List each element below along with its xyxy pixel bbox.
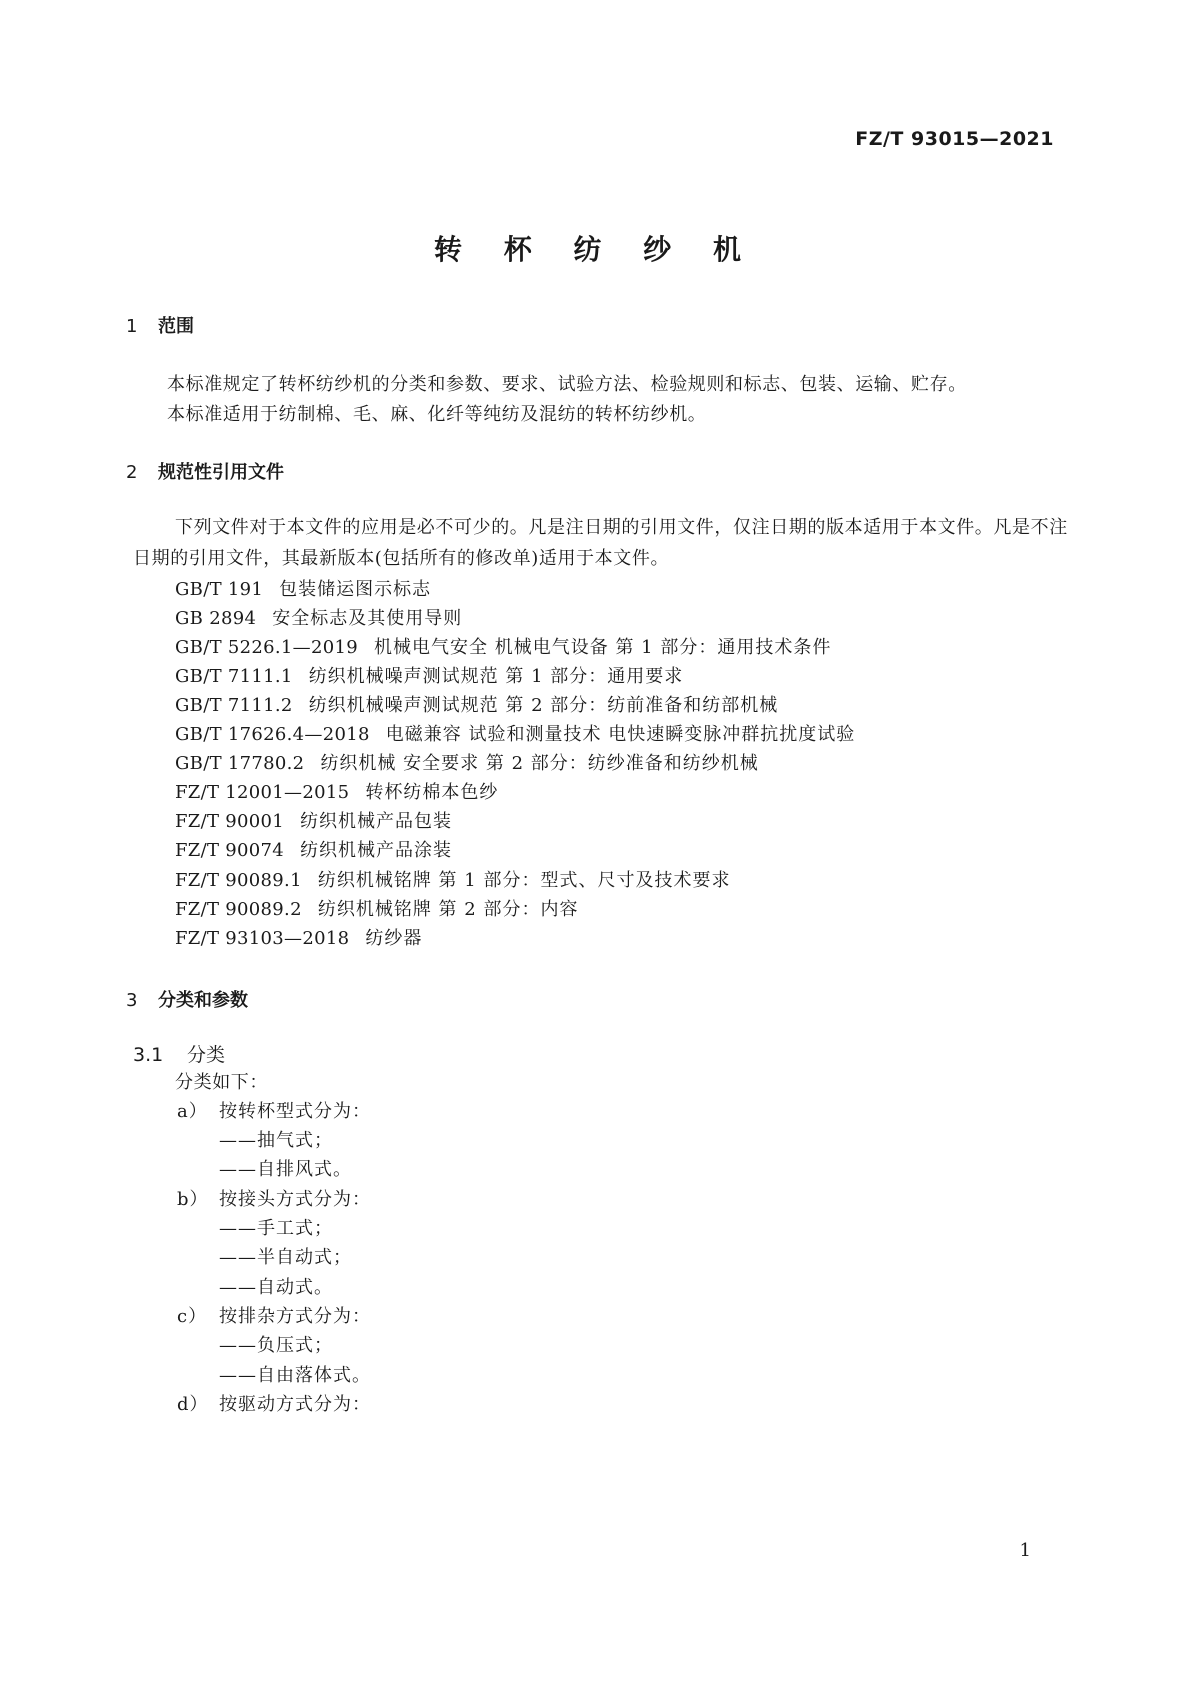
section-number: 2	[126, 462, 138, 483]
reference-item	[175, 895, 578, 921]
reference-title: 包装储运图示标志	[279, 579, 432, 600]
list-text: 按驱动方式分为：	[219, 1394, 371, 1415]
reference-title: 纺织机械 安全要求 第 2 部分：纺纱准备和纺纱机械	[320, 753, 759, 774]
reference-title: 转杯纺棉本色纱	[365, 782, 499, 803]
section-3-heading	[126, 986, 248, 1012]
section-title: 规范性引用文件	[158, 462, 284, 483]
reference-item	[175, 866, 730, 892]
list-item-c	[177, 1302, 371, 1328]
list-item-d	[177, 1390, 371, 1416]
reference-code: FZ/T 93103—2018	[175, 928, 350, 949]
list-label: a）	[177, 1101, 208, 1122]
reference-item	[175, 807, 452, 833]
list-text: 按排杂方式分为：	[219, 1306, 371, 1327]
list-text: 按转杯型式分为：	[219, 1101, 371, 1122]
reference-item	[175, 836, 452, 862]
reference-title: 电磁兼容 试验和测量技术 电快速瞬变脉冲群抗扰度试验	[385, 724, 856, 745]
list-label: b）	[177, 1189, 209, 1210]
reference-item	[175, 749, 759, 775]
reference-code: GB/T 5226.1—2019	[175, 637, 358, 658]
section-title: 范围	[158, 316, 194, 337]
list-item-a	[177, 1097, 371, 1123]
section-title: 分类和参数	[158, 990, 248, 1011]
section-number: 1	[126, 316, 138, 337]
reference-title: 纺织机械铭牌 第 2 部分：内容	[317, 899, 579, 920]
paragraph: 本标准规定了转杯纺纱机的分类和参数、要求、试验方法、检验规则和标志、包装、运输、贮存。	[167, 374, 967, 395]
subsection-3-1-heading	[133, 1040, 225, 1067]
list-label: d）	[177, 1394, 209, 1415]
reference-title: 纺织机械噪声测试规范 第 1 部分：通用要求	[308, 666, 684, 687]
sub-list-item: ——负压式；	[219, 1335, 333, 1356]
reference-code: FZ/T 90001	[175, 811, 285, 832]
reference-item	[175, 720, 855, 746]
reference-title: 纺织机械铭牌 第 1 部分：型式、尺寸及技术要求	[317, 870, 731, 891]
reference-title: 纺织机械产品包装	[300, 811, 453, 832]
sub-list-item: ——自动式。	[219, 1277, 333, 1298]
reference-title: 纺织机械噪声测试规范 第 2 部分：纺前准备和纺部机械	[308, 695, 779, 716]
reference-code: FZ/T 90074	[175, 840, 285, 861]
section-1-heading	[126, 312, 194, 338]
document-title: 转 杯 纺 纱 机	[434, 233, 757, 266]
standard-code: FZ/T 93015—2021	[855, 128, 1054, 150]
reference-item	[175, 778, 498, 804]
section-number: 3	[126, 990, 138, 1011]
sub-list-item: ——半自动式；	[219, 1247, 352, 1268]
reference-item	[175, 924, 422, 950]
reference-title: 机械电气安全 机械电气设备 第 1 部分：通用技术条件	[374, 637, 832, 658]
reference-title: 纺纱器	[365, 928, 423, 949]
reference-item	[175, 691, 778, 717]
reference-code: FZ/T 90089.2	[175, 899, 302, 920]
reference-item	[175, 575, 431, 601]
page-number: 1	[1019, 1540, 1031, 1561]
reference-code: GB/T 17626.4—2018	[175, 724, 370, 745]
reference-item	[175, 662, 683, 688]
reference-item	[175, 633, 831, 659]
reference-code: FZ/T 90089.1	[175, 870, 302, 891]
sub-list-item: ——抽气式；	[219, 1130, 333, 1151]
list-text: 按接头方式分为：	[219, 1189, 371, 1210]
intro-paragraph: 下列文件对于本文件的应用是必不可少的。凡是注日期的引用文件，仅注日期的版本适用于本文件。凡是不注日期的引用文件，其最新版本(包括所有的修改单)适用于本文件。	[133, 517, 1068, 569]
sub-list-item: ——自由落体式。	[219, 1365, 371, 1386]
reference-code: FZ/T 12001—2015	[175, 782, 350, 803]
reference-title: 纺织机械产品涂装	[300, 840, 453, 861]
list-label: c）	[177, 1306, 208, 1327]
list-item-b	[177, 1185, 371, 1211]
reference-code: GB 2894	[175, 608, 257, 629]
reference-title: 安全标志及其使用导则	[272, 608, 463, 629]
paragraph: 本标准适用于纺制棉、毛、麻、化纤等纯纺及混纺的转杯纺纱机。	[167, 404, 707, 425]
sub-list-item: ——手工式；	[219, 1218, 333, 1239]
reference-code: GB/T 7111.2	[175, 695, 293, 716]
classification-intro: 分类如下：	[175, 1072, 268, 1093]
subsection-title: 分类	[187, 1044, 226, 1066]
reference-code: GB/T 17780.2	[175, 753, 305, 774]
reference-code: GB/T 7111.1	[175, 666, 293, 687]
reference-item	[175, 604, 462, 630]
section-2-heading	[126, 458, 284, 484]
subsection-number: 3.1	[133, 1044, 164, 1066]
reference-code: GB/T 191	[175, 579, 264, 600]
sub-list-item: ——自排风式。	[219, 1159, 352, 1180]
